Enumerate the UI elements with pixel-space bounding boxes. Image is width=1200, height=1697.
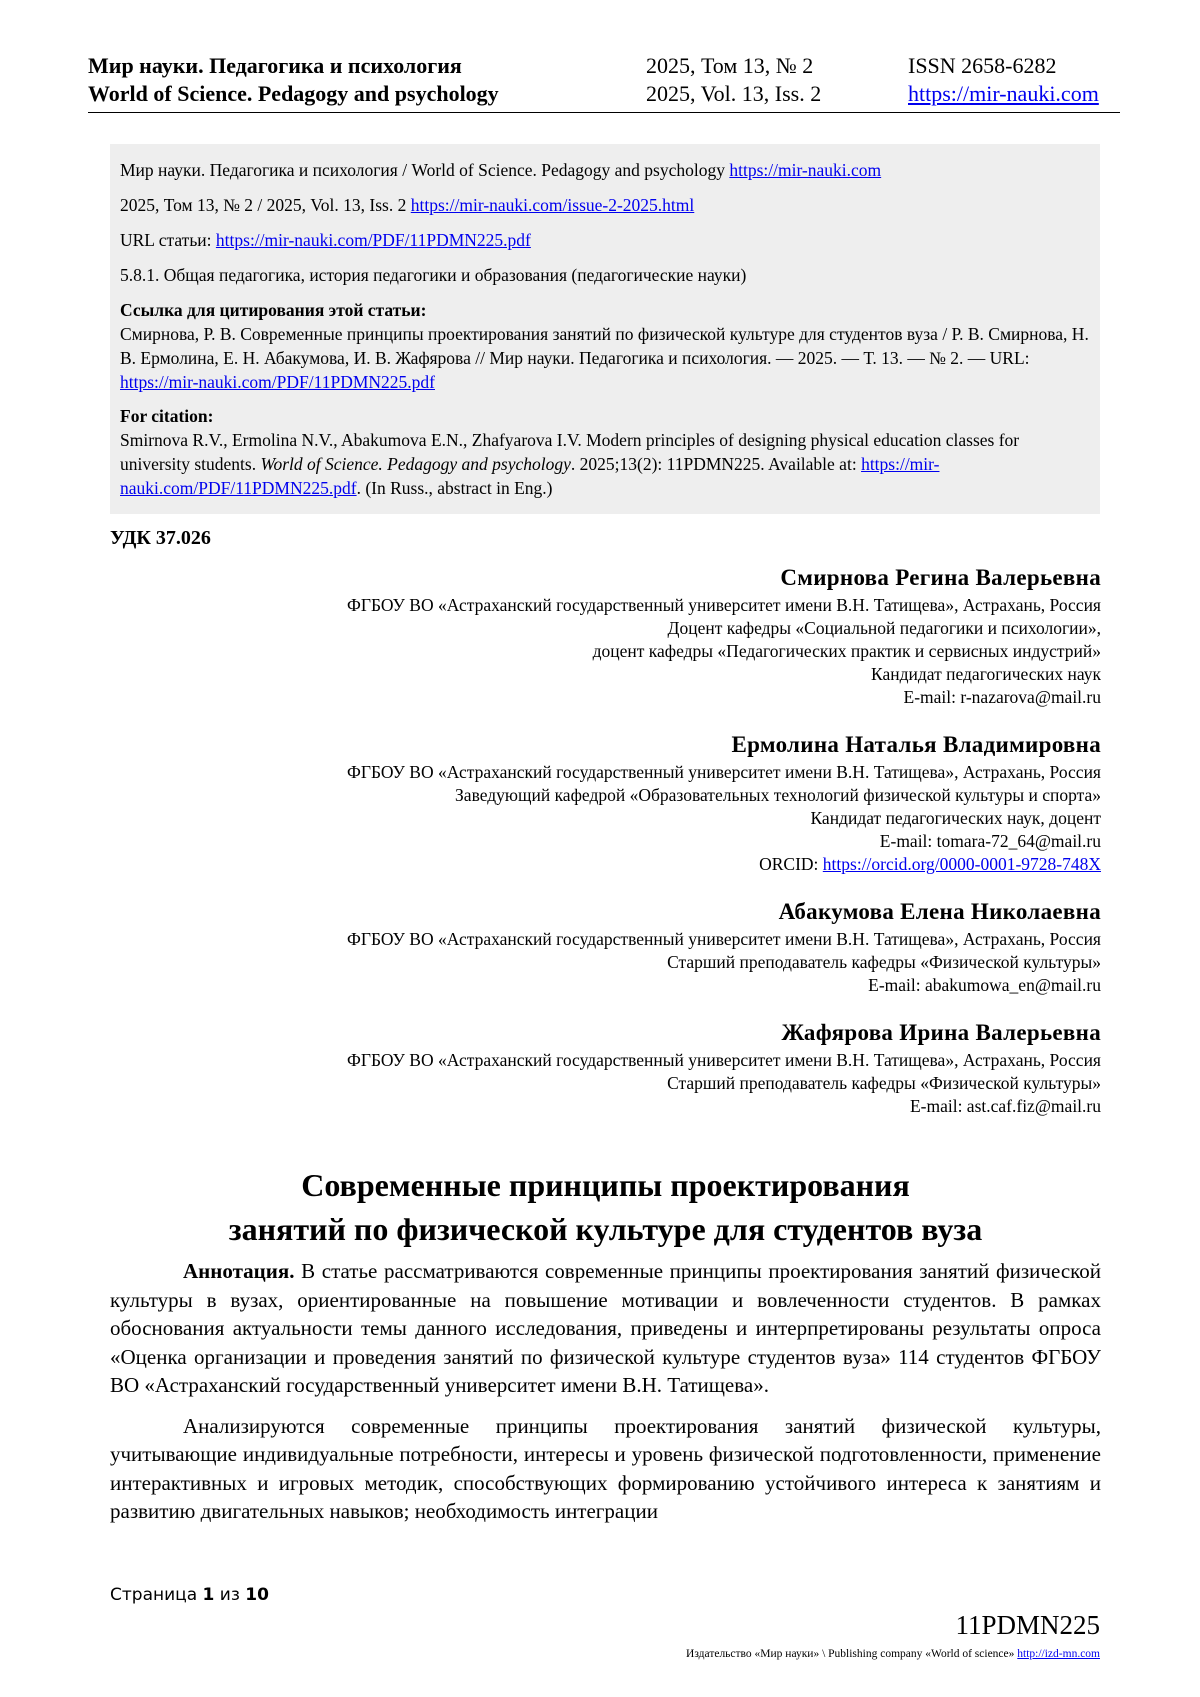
author-affiliation: ФГБОУ ВО «Астраханский государственный университет имени В.Н. Татищева», Астрахань, Россия [347,1050,1101,1070]
article-title-line: Современные принципы проектирования [301,1167,910,1203]
page-word: Страница [110,1585,198,1605]
article-code: 11PDMN225 [955,1610,1100,1640]
issue-line [120,193,1090,217]
udk-code: УДК 37.026 [110,527,211,549]
abstract-section [110,1257,1101,1538]
journal-title-block [88,52,499,108]
page-of: из [219,1585,240,1605]
citation-en-heading: For citation: [120,406,214,426]
journal-title-ru: Мир науки. Педагогика и психология [88,53,462,78]
author-affiliation: ФГБОУ ВО «Астраханский государственный университет имени В.Н. Татищева», Астрахань, Россия [347,595,1101,615]
article-url-line [120,228,1090,252]
author-email: E-mail: tomara-72_64@mail.ru [879,831,1101,851]
issue-en: 2025, Vol. 13, Iss. 2 [646,81,822,106]
orcid-label: ORCID: [759,854,819,874]
author-position: доцент кафедры «Педагогических практик и сервисных индустрий» [592,641,1101,661]
author-name: Абакумова Елена Николаевна [778,899,1101,924]
abstract-label: Аннотация. [183,1259,295,1283]
citation-en-details: . 2025;13(2): 11PDMN225. Available at: [570,454,857,474]
publisher-link[interactable]: http://izd-mn.com [1017,1648,1100,1660]
author-email: E-mail: ast.caf.fiz@mail.ru [909,1096,1101,1116]
citation-en-journal: World of Science. Pedagogy and psychology [260,454,571,474]
article-info-box [110,144,1100,514]
citation-en [120,404,1090,500]
publisher-line [686,1648,1100,1660]
issue-url-link[interactable]: https://mir-nauki.com/issue-2-2025.html [410,195,695,215]
journal-line [120,158,1090,182]
author-block [110,896,1101,997]
issue-line-text: 2025, Том 13, № 2 / 2025, Vol. 13, Iss. 2 [120,195,407,215]
journal-title-en: World of Science. Pedagogy and psychology [88,81,499,106]
citation-ru-url-link[interactable]: https://mir-nauki.com/PDF/11PDMN225.pdf [120,372,435,392]
page-number [110,1585,269,1605]
author-email: E-mail: abakumowa_en@mail.ru [868,975,1101,995]
article-title-line: занятий по физической культуре для студентов вуза [228,1211,983,1247]
author-degree: Кандидат педагогических наук [871,664,1101,684]
authors-section [110,562,1101,1138]
page-current: 1 [202,1585,215,1605]
running-header [88,52,1120,113]
orcid-link[interactable]: https://orcid.org/0000-0001-9728-748X [822,854,1101,874]
page-total: 10 [245,1585,269,1605]
journal-url-link[interactable]: https://mir-nauki.com [729,160,882,180]
author-position: Доцент кафедры «Социальной педагогики и психологии», [667,618,1101,638]
abstract-text: В статье рассматриваются современные принципы проектирования занятий физической культуры в вузах, ориентированные на повышение мотивации и вовлеченности студентов. В рамках обоснования актуальности темы данного исследования, приведены и интерпретированы результаты опроса «Оценка организации и проведения занятий по физической культуре студентов вуза» 114 студентов ФГБОУ ВО «Астраханский государственный университет имени В.Н. Татищева». [110,1259,1102,1397]
citation-ru-heading: Ссылка для цитирования этой статьи: [120,300,427,320]
author-position: Старший преподаватель кафедры «Физической культуры» [667,1073,1101,1093]
author-name: Смирнова Регина Валерьевна [780,565,1101,590]
author-position: Старший преподаватель кафедры «Физической культуры» [667,952,1101,972]
author-block [110,562,1101,709]
author-orcid [110,853,1101,876]
site-link[interactable]: https://mir-nauki.com [908,81,1099,106]
author-block [110,729,1101,876]
article-url-link[interactable]: https://mir-nauki.com/PDF/11PDMN225.pdf [215,230,531,250]
issn-block [908,52,1099,108]
author-affiliation: ФГБОУ ВО «Астраханский государственный университет имени В.Н. Татищева», Астрахань, Россия [347,762,1101,782]
citation-en-text: Smirnova R.V., Ermolina N.V., Abakumova E.N., Zhafyarova I.V. Modern principles of designing physical education classes for university students. [120,430,1020,474]
author-block [110,1017,1101,1118]
article-title [110,1163,1101,1251]
issue-block [646,52,821,108]
author-degree: Кандидат педагогических наук, доцент [810,808,1101,828]
author-email: E-mail: r-nazarova@mail.ru [903,687,1101,707]
author-name: Ермолина Наталья Владимировна [731,732,1101,757]
citation-en-note: . (In Russ., abstract in Eng.) [356,478,553,498]
citation-en-url-link[interactable]: https://mir-nauki.com/PDF/11PDMN225.pdf [120,454,940,498]
author-position: Заведующий кафедрой «Образовательных технологий физической культуры и спорта» [455,785,1101,805]
article-url-label: URL статьи: [120,230,212,250]
abstract-paragraph: Анализируются современные принципы проектирования занятий физической культуры, учитывающие индивидуальные потребности, интересы и уровень физической подготовленности, применение интерактивных и игровых методик, способствующих формированию устойчивого интереса к занятиям и развитию двигательных навыков; необходимость интеграции [110,1413,1101,1523]
citation-ru [120,298,1090,394]
abstract-paragraph [110,1257,1101,1400]
specialty-line: 5.8.1. Общая педагогика, история педагогики и образования (педагогические науки) [120,265,747,285]
journal-line-text: Мир науки. Педагогика и психология / World of Science. Pedagogy and psychology [120,160,725,180]
author-name: Жафярова Ирина Валерьевна [781,1020,1101,1045]
issue-ru: 2025, Том 13, № 2 [646,53,814,78]
publisher-text: Издательство «Мир науки» \ Publishing company «World of science» [686,1648,1015,1660]
citation-ru-text: Смирнова, Р. В. Современные принципы проектирования занятий по физической культуре для студентов вуза / Р. В. Смирнова, Н. В. Ермолина, Е. Н. Абакумова, И. В. Жафярова // Мир науки. Педагогика и психология. — 2025. — Т. 13. — № 2. — URL: [120,324,1089,368]
issn: ISSN 2658-6282 [908,53,1057,78]
author-affiliation: ФГБОУ ВО «Астраханский государственный университет имени В.Н. Татищева», Астрахань, Россия [347,929,1101,949]
